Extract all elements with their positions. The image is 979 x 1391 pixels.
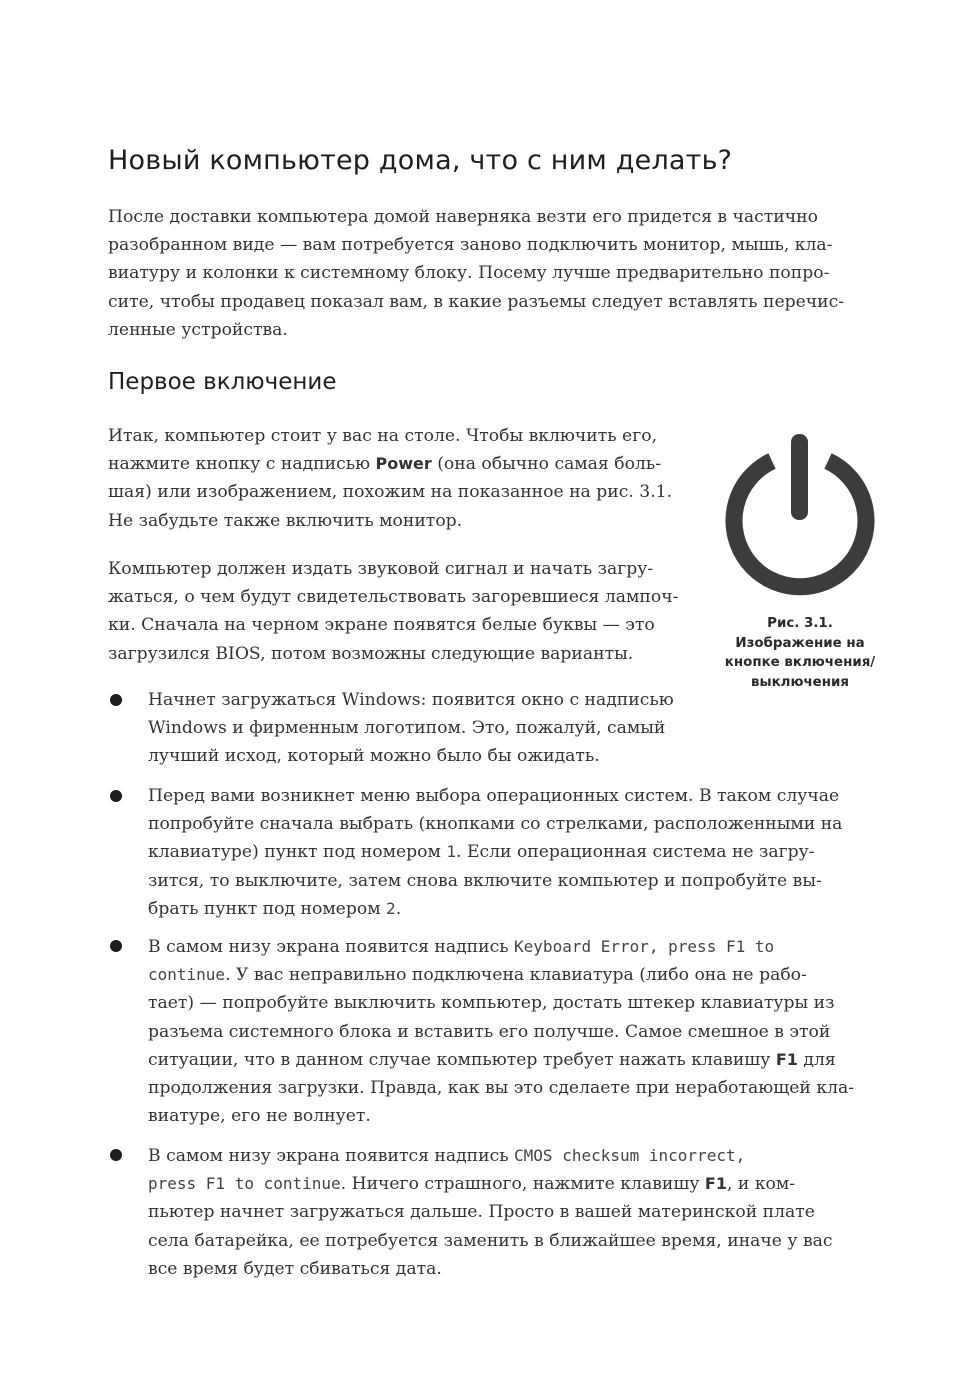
list-line bbox=[148, 961, 878, 989]
bullet-dot bbox=[110, 790, 122, 802]
list-line: продолжения загрузки. Правда, как вы это сделаете при неработающей кла- bbox=[148, 1078, 855, 1099]
paragraph-line: загрузился BIOS, потом возможны следующие варианты. bbox=[108, 643, 634, 664]
page-title: Новый компьютер дома, что с ним делать? bbox=[108, 145, 733, 176]
text-run: ситуации, что в данном случае компьютер требует нажать клавишу bbox=[148, 1049, 776, 1070]
list-line bbox=[148, 933, 878, 961]
list-line: лучший исход, который можно было бы ожидать. bbox=[148, 746, 600, 767]
figure-caption bbox=[712, 614, 888, 692]
caption-label: Рис. 3.1. bbox=[767, 616, 833, 631]
list-line: Windows и фирменным логотипом. Это, пожалуй, самый bbox=[148, 718, 666, 739]
list-line: попробуйте сначала выбрать (кнопками со стрелками, расположенными на bbox=[148, 814, 843, 835]
code-text: 2 bbox=[386, 898, 396, 918]
intro-line: сите, чтобы продавец показал вам, в какие разъемы следует вставлять перечис- bbox=[108, 291, 845, 312]
text-run: (она обычно самая боль- bbox=[431, 454, 662, 475]
caption-line: кнопке включения/ bbox=[724, 655, 876, 670]
list-line bbox=[148, 1142, 878, 1170]
list-line: все время будет сбиваться дата. bbox=[148, 1258, 442, 1279]
paragraph-line: Не забудьте также включить монитор. bbox=[108, 510, 463, 531]
power-icon bbox=[720, 428, 880, 598]
paragraph-first-power-on bbox=[108, 422, 700, 535]
list-line bbox=[148, 895, 878, 923]
list-line: села батарейка, ее потребуется заменить в ближайшее время, иначе у вас bbox=[148, 1230, 833, 1251]
list-line: виатуре, его не волнует. bbox=[148, 1106, 371, 1127]
list-item-windows bbox=[148, 686, 700, 771]
paragraph-line: шая) или изображением, похожим на показанное на рис. 3.1. bbox=[108, 482, 673, 503]
paragraph-line: Компьютер должен издать звуковой сигнал и начать загру- bbox=[108, 559, 654, 579]
list-line: Перед вами возникнет меню выбора операционных систем. В таком случае bbox=[148, 786, 840, 806]
list-line: разъема системного блока и вставить его получше. Самое смешное в этой bbox=[148, 1021, 831, 1042]
code-text: Keyboard Error, press F1 to bbox=[514, 937, 775, 956]
paragraph-line: жаться, о чем будут свидетельствовать загоревшиеся лампоч- bbox=[108, 587, 679, 608]
bullet-dot bbox=[110, 1149, 122, 1161]
section-title: Первое включение bbox=[108, 369, 337, 395]
list-line bbox=[148, 1170, 878, 1198]
list-line bbox=[148, 838, 878, 866]
list-line: тает) — попробуйте выключить компьютер, достать штекер клавиатуры из bbox=[148, 993, 835, 1014]
paragraph-line bbox=[108, 450, 700, 478]
text-run: . Ничего страшного, нажмите клавишу bbox=[340, 1174, 705, 1195]
code-text: CMOS checksum incorrect, bbox=[514, 1146, 746, 1165]
text-run: В самом низу экрана появится надпись bbox=[148, 937, 515, 957]
bullet-dot bbox=[110, 694, 122, 706]
intro-line: виатуру и колонки к системному блоку. Посему лучше предварительно попро- bbox=[108, 263, 830, 284]
text-run: В самом низу экрана появится надпись bbox=[148, 1146, 515, 1166]
list-item-keyboard-error bbox=[148, 933, 878, 1130]
intro-line: ленные устройства. bbox=[108, 319, 288, 340]
text-run: . Если операционная система не загру- bbox=[456, 842, 815, 863]
paragraph-line: ки. Сначала на черном экране появятся белые буквы — это bbox=[108, 615, 655, 636]
bullet-dot bbox=[110, 940, 122, 952]
list-line: зится, то выключите, затем снова включите компьютер и попробуйте вы- bbox=[148, 870, 822, 891]
list-line: пьютер начнет загружаться дальше. Просто в вашей материнской плате bbox=[148, 1202, 815, 1223]
list-item-cmos bbox=[148, 1142, 878, 1283]
code-text: 1 bbox=[446, 842, 457, 862]
text-run: , и ком- bbox=[726, 1174, 796, 1195]
power-keyword: Power bbox=[375, 454, 432, 474]
intro-line: разобранном виде — вам потребуется заново подключить монитор, мышь, кла- bbox=[108, 235, 833, 256]
caption-line: Изображение на bbox=[735, 635, 865, 651]
caption-line: выключения bbox=[750, 674, 849, 690]
list-item-os-menu bbox=[148, 782, 878, 923]
list-line bbox=[148, 1046, 878, 1074]
intro-line: После доставки компьютера домой наверняка везти его придется в частично bbox=[108, 207, 818, 227]
text-run: . bbox=[395, 898, 402, 919]
key-f1: F1 bbox=[704, 1174, 727, 1194]
text-run: брать пункт под номером bbox=[148, 898, 387, 919]
text-run: нажмите кнопку с надписью bbox=[108, 454, 376, 475]
text-run: для bbox=[797, 1049, 836, 1070]
code-text: press F1 to continue bbox=[148, 1174, 341, 1194]
list-line: Начнет загружаться Windows: появится окно с надписью bbox=[148, 690, 674, 710]
key-f1: F1 bbox=[775, 1049, 798, 1069]
text-run: клавиатуре) пункт под номером bbox=[148, 842, 447, 863]
code-text: continue bbox=[148, 965, 226, 985]
text-run: . У вас неправильно подключена клавиатура (либо она не рабо- bbox=[225, 965, 807, 986]
intro-paragraph bbox=[108, 203, 878, 344]
paragraph-line: Итак, компьютер стоит у вас на столе. Чтобы включить его, bbox=[108, 426, 658, 446]
paragraph-boot bbox=[108, 555, 700, 668]
